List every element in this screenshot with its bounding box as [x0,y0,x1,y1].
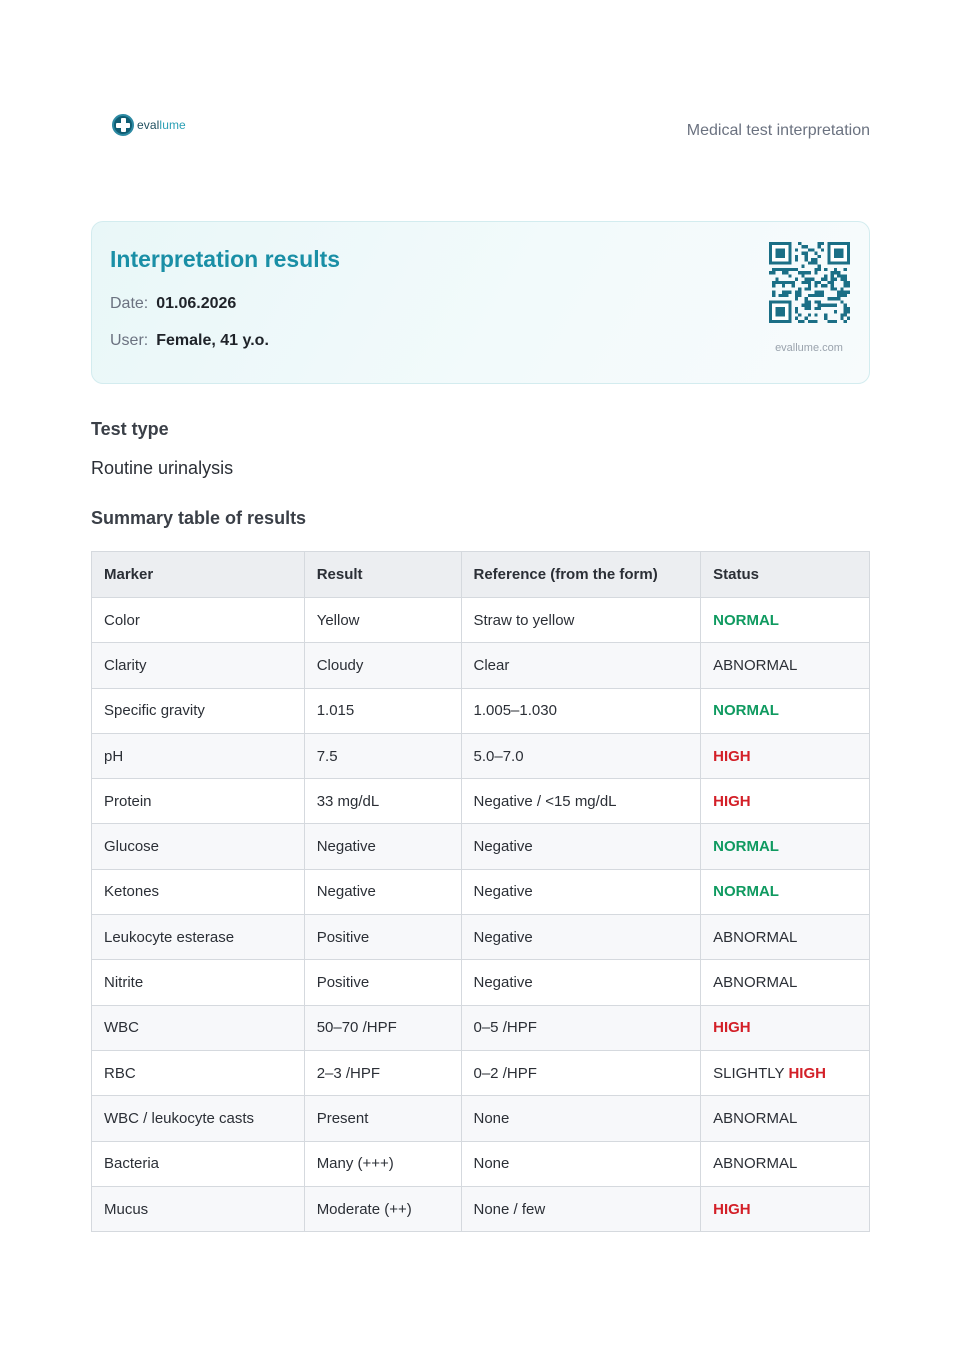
result-cell: 2–3 /HPF [304,1050,461,1095]
marker-cell: Ketones [92,869,305,914]
test-type-heading: Test type [91,419,169,439]
status-badge: HIGH [788,1064,826,1082]
status-badge: ABNORMAL [713,974,798,992]
qr-code-icon [769,242,850,323]
marker-cell: WBC [92,1005,305,1050]
marker-cell: Specific gravity [92,688,305,733]
status-cell [701,1096,870,1141]
reference-cell: None [461,1141,701,1186]
evallume-logo [112,114,186,136]
table-row [92,688,870,733]
marker-cell: WBC / leukocyte casts [92,1096,305,1141]
test-type-value: Routine urinalysis [91,458,234,478]
status-badge: ABNORMAL [713,1109,798,1127]
table-row [92,1186,870,1231]
status-cell [701,915,870,960]
status-cell [701,643,870,688]
status-cell [701,598,870,643]
status-badge: HIGH [713,1019,751,1037]
status-badge: ABNORMAL [713,1155,798,1173]
marker-cell: Color [92,598,305,643]
reference-cell: Negative / <15 mg/dL [461,779,701,824]
user-label: User: [110,332,149,349]
reference-cell: Negative [461,824,701,869]
marker-cell: Glucose [92,824,305,869]
status-badge: NORMAL [713,883,779,901]
reference-cell: Negative [461,869,701,914]
reference-cell: Negative [461,960,701,1005]
result-cell: Negative [304,869,461,914]
status-badge: NORMAL [713,702,779,720]
result-cell: Moderate (++) [304,1186,461,1231]
date-label: Date: [110,295,149,312]
marker-cell: Clarity [92,643,305,688]
user-row [110,332,269,350]
status-cell [701,1005,870,1050]
result-cell: Cloudy [304,643,461,688]
summary-heading: Summary table of results [91,508,307,528]
status-cell [701,960,870,1005]
column-header: Status [701,552,870,598]
status-cell [701,688,870,733]
table-row [92,869,870,914]
status-cell [701,1186,870,1231]
result-cell: Negative [304,824,461,869]
table-row [92,1141,870,1186]
marker-cell: pH [92,733,305,778]
logo-text: evallume [137,118,186,132]
status-badge: HIGH [713,792,751,810]
date-value: 01.06.2026 [156,295,237,312]
marker-cell: Nitrite [92,960,305,1005]
status-badge: HIGH [713,1200,751,1218]
table-header-row [92,552,870,598]
result-cell: Present [304,1096,461,1141]
marker-cell: Mucus [92,1186,305,1231]
reference-cell: 1.005–1.030 [461,688,701,733]
table-row [92,598,870,643]
status-badge: ABNORMAL [713,928,798,946]
status-badge: ABNORMAL [713,656,798,674]
table-row [92,824,870,869]
status-badge: NORMAL [713,611,779,629]
column-header: Result [304,552,461,598]
status-cell [701,779,870,824]
table-row [92,733,870,778]
user-value: Female, 41 y.o. [156,332,269,349]
table-row [92,1005,870,1050]
column-header: Marker [92,552,305,598]
result-cell: 50–70 /HPF [304,1005,461,1050]
interpretation-card [91,221,870,384]
column-header: Reference (from the form) [461,552,701,598]
reference-cell: 5.0–7.0 [461,733,701,778]
status-cell [701,824,870,869]
reference-cell: Straw to yellow [461,598,701,643]
reference-cell: Clear [461,643,701,688]
result-cell: Positive [304,915,461,960]
table-row [92,643,870,688]
status-cell [701,733,870,778]
status-badge: HIGH [713,747,751,765]
date-row [110,295,236,313]
page-header [0,0,962,180]
result-cell: Positive [304,960,461,1005]
table-row [92,960,870,1005]
reference-cell: Negative [461,915,701,960]
result-cell: Yellow [304,598,461,643]
result-cell: 7.5 [304,733,461,778]
result-cell: Many (+++) [304,1141,461,1186]
reference-cell: None [461,1096,701,1141]
status-cell [701,1050,870,1095]
result-cell: 33 mg/dL [304,779,461,824]
qr-caption: evallume.com [775,342,843,354]
table-row [92,779,870,824]
table-row [92,915,870,960]
marker-cell: Protein [92,779,305,824]
status-cell [701,869,870,914]
marker-cell: Bacteria [92,1141,305,1186]
status-badge: NORMAL [713,838,779,856]
status-badge: SLIGHTLY [713,1064,789,1082]
result-cell: 1.015 [304,688,461,733]
header-subtitle: Medical test interpretation [686,122,870,139]
reference-cell: None / few [461,1186,701,1231]
medical-cross-icon [112,114,134,136]
marker-cell: RBC [92,1050,305,1095]
reference-cell: 0–2 /HPF [461,1050,701,1095]
card-title: Interpretation results [110,246,341,272]
marker-cell: Leukocyte esterase [92,915,305,960]
results-table [91,551,870,1232]
reference-cell: 0–5 /HPF [461,1005,701,1050]
table-row [92,1050,870,1095]
status-cell [701,1141,870,1186]
table-row [92,1096,870,1141]
